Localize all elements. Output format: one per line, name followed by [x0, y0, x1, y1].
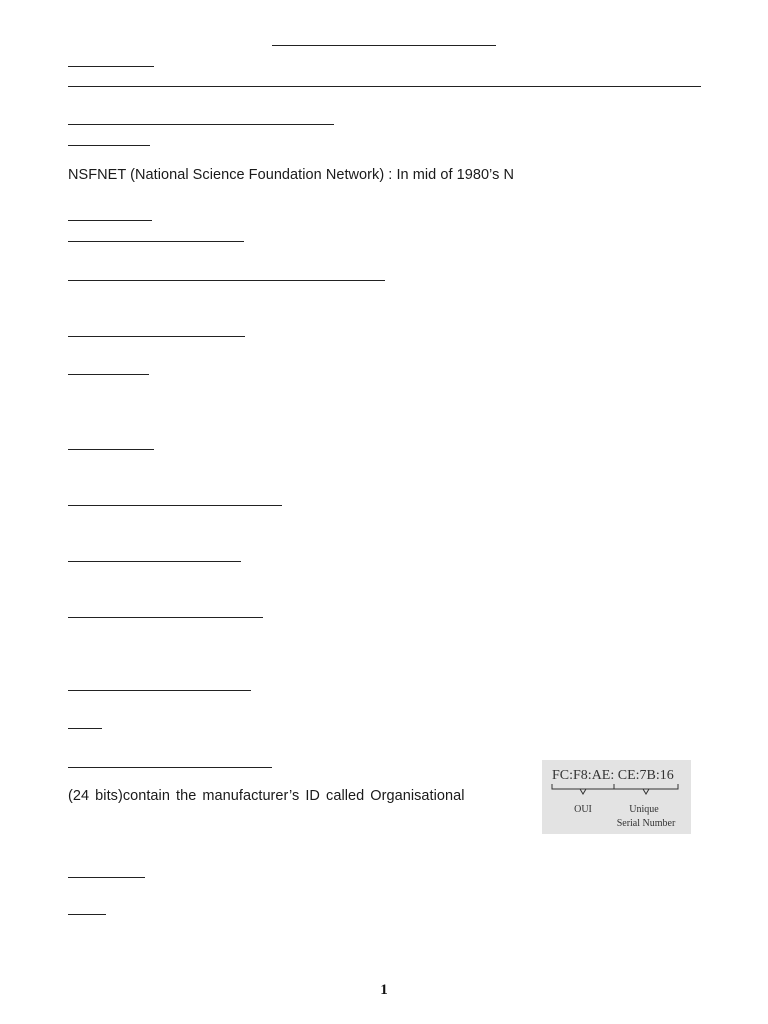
serial-label-line1: Unique	[629, 804, 659, 815]
subheading-rule	[68, 124, 334, 125]
short-rule	[68, 728, 102, 729]
subheading-rule	[68, 505, 282, 506]
subheading-rule	[68, 280, 385, 281]
heading-rule	[68, 220, 152, 221]
oui-label: OUI	[574, 804, 592, 815]
mac-address-figure	[542, 760, 691, 834]
title-rule	[272, 45, 496, 46]
heading-rule	[68, 449, 154, 450]
mac-address-text: FC:F8:AE: CE:7B:16	[552, 768, 674, 783]
subheading-rule	[68, 561, 241, 562]
subheading-rule	[68, 617, 263, 618]
serial-brace-tip	[643, 789, 649, 794]
heading-rule	[68, 374, 149, 375]
subheading-rule	[68, 767, 272, 768]
nsfnet-paragraph: NSFNET (National Science Foundation Network) : In mid of 1980’s N	[68, 167, 514, 183]
serial-label-line2: Serial Number	[616, 818, 676, 829]
heading-rule	[68, 66, 154, 67]
mac-bits-paragraph: (24 bits)contain the manufacturer’s ID called Organisational	[68, 788, 465, 804]
short-rule	[68, 914, 106, 915]
heading-rule	[68, 877, 145, 878]
oui-brace	[552, 784, 614, 789]
serial-brace	[614, 784, 678, 789]
page-number: 1	[380, 982, 388, 998]
oui-brace-tip	[580, 789, 586, 794]
full-width-rule	[68, 86, 701, 87]
subheading-rule	[68, 690, 251, 691]
mac-address-diagram	[542, 760, 691, 834]
subheading-rule	[68, 336, 245, 337]
heading-rule	[68, 145, 150, 146]
subheading-rule	[68, 241, 244, 242]
